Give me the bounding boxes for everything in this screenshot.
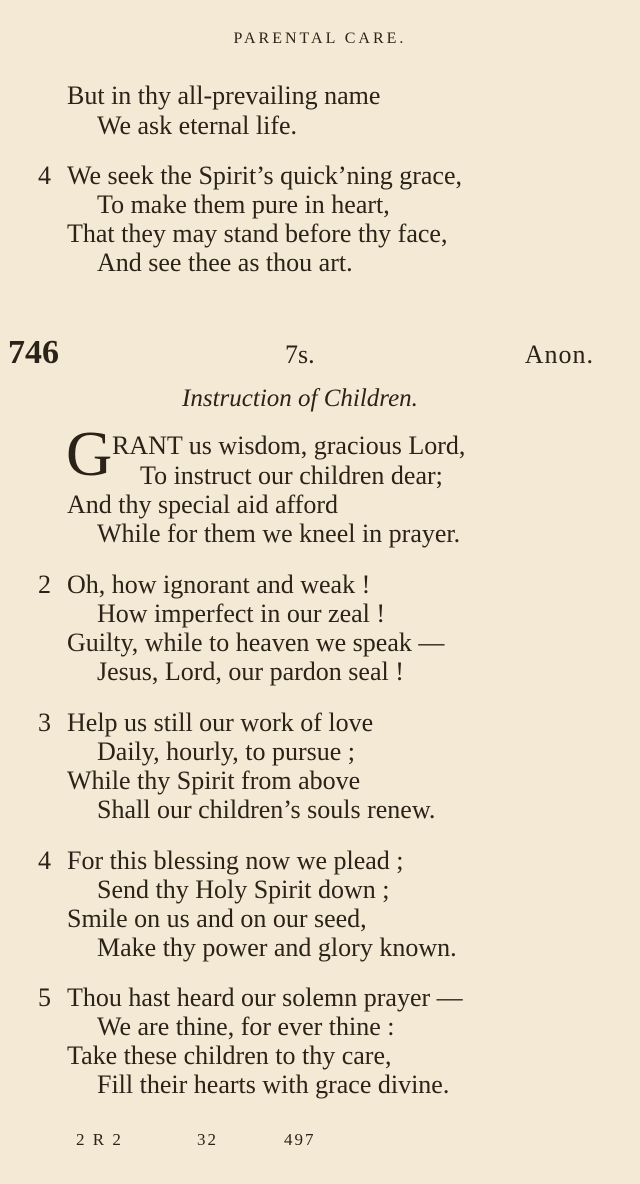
verse-line: While for them we kneel in prayer. <box>97 519 461 548</box>
verse-line: We are thine, for ever thine : <box>97 1012 395 1041</box>
stanza-number: 5 <box>38 983 51 1012</box>
verse-line: That they may stand before thy face, <box>67 219 448 248</box>
verse-line: Jesus, Lord, our pardon seal ! <box>97 657 404 686</box>
verse-line: But in thy all-prevailing name <box>67 81 381 110</box>
drop-cap: G <box>66 418 113 489</box>
sheet-number: 32 <box>197 1130 218 1149</box>
stanza-number: 4 <box>38 161 51 190</box>
verse-line: Make thy power and glory known. <box>97 933 457 962</box>
verse-line: RANT us wisdom, gracious Lord, <box>112 431 466 460</box>
running-head: PARENTAL CARE. <box>233 30 407 47</box>
verse-line: To make them pure in heart, <box>97 190 390 219</box>
verse-line: And see thee as thou art. <box>97 248 353 277</box>
hymn-title: Instruction of Children. <box>182 385 418 412</box>
verse-line: Fill their hearts with grace divine. <box>97 1070 450 1099</box>
stanza-number: 4 <box>38 846 51 875</box>
hymn-meter: 7s. <box>285 340 315 369</box>
verse-line: Take these children to thy care, <box>67 1041 392 1070</box>
verse-line: Help us still our work of love <box>67 708 374 737</box>
verse-line: While thy Spirit from above <box>67 766 361 795</box>
stanza-number: 3 <box>38 708 51 737</box>
verse-line: Daily, hourly, to pursue ; <box>97 737 356 766</box>
signature-mark: 2 R 2 <box>76 1130 123 1149</box>
hymn-author: Anon. <box>524 340 594 369</box>
hymn-number: 746 <box>8 334 59 371</box>
page-number: 497 <box>284 1130 316 1149</box>
verse-line: Shall our children’s souls renew. <box>97 795 436 824</box>
verse-line: Thou hast heard our solemn prayer — <box>67 983 463 1012</box>
verse-line: Smile on us and on our seed, <box>67 904 367 933</box>
verse-line: For this blessing now we plead ; <box>67 846 404 875</box>
verse-line: We ask eternal life. <box>97 111 298 140</box>
verse-line: And thy special aid afford <box>67 490 338 519</box>
verse-line: How imperfect in our zeal ! <box>97 599 386 628</box>
verse-line: To instruct our children dear; <box>140 461 443 490</box>
verse-line: Oh, how ignorant and weak ! <box>67 570 371 599</box>
stanza-number: 2 <box>38 570 51 599</box>
verse-line: We seek the Spirit’s quick’ning grace, <box>67 161 463 190</box>
verse-line: Guilty, while to heaven we speak — <box>67 628 445 657</box>
verse-line: Send thy Holy Spirit down ; <box>97 875 390 904</box>
